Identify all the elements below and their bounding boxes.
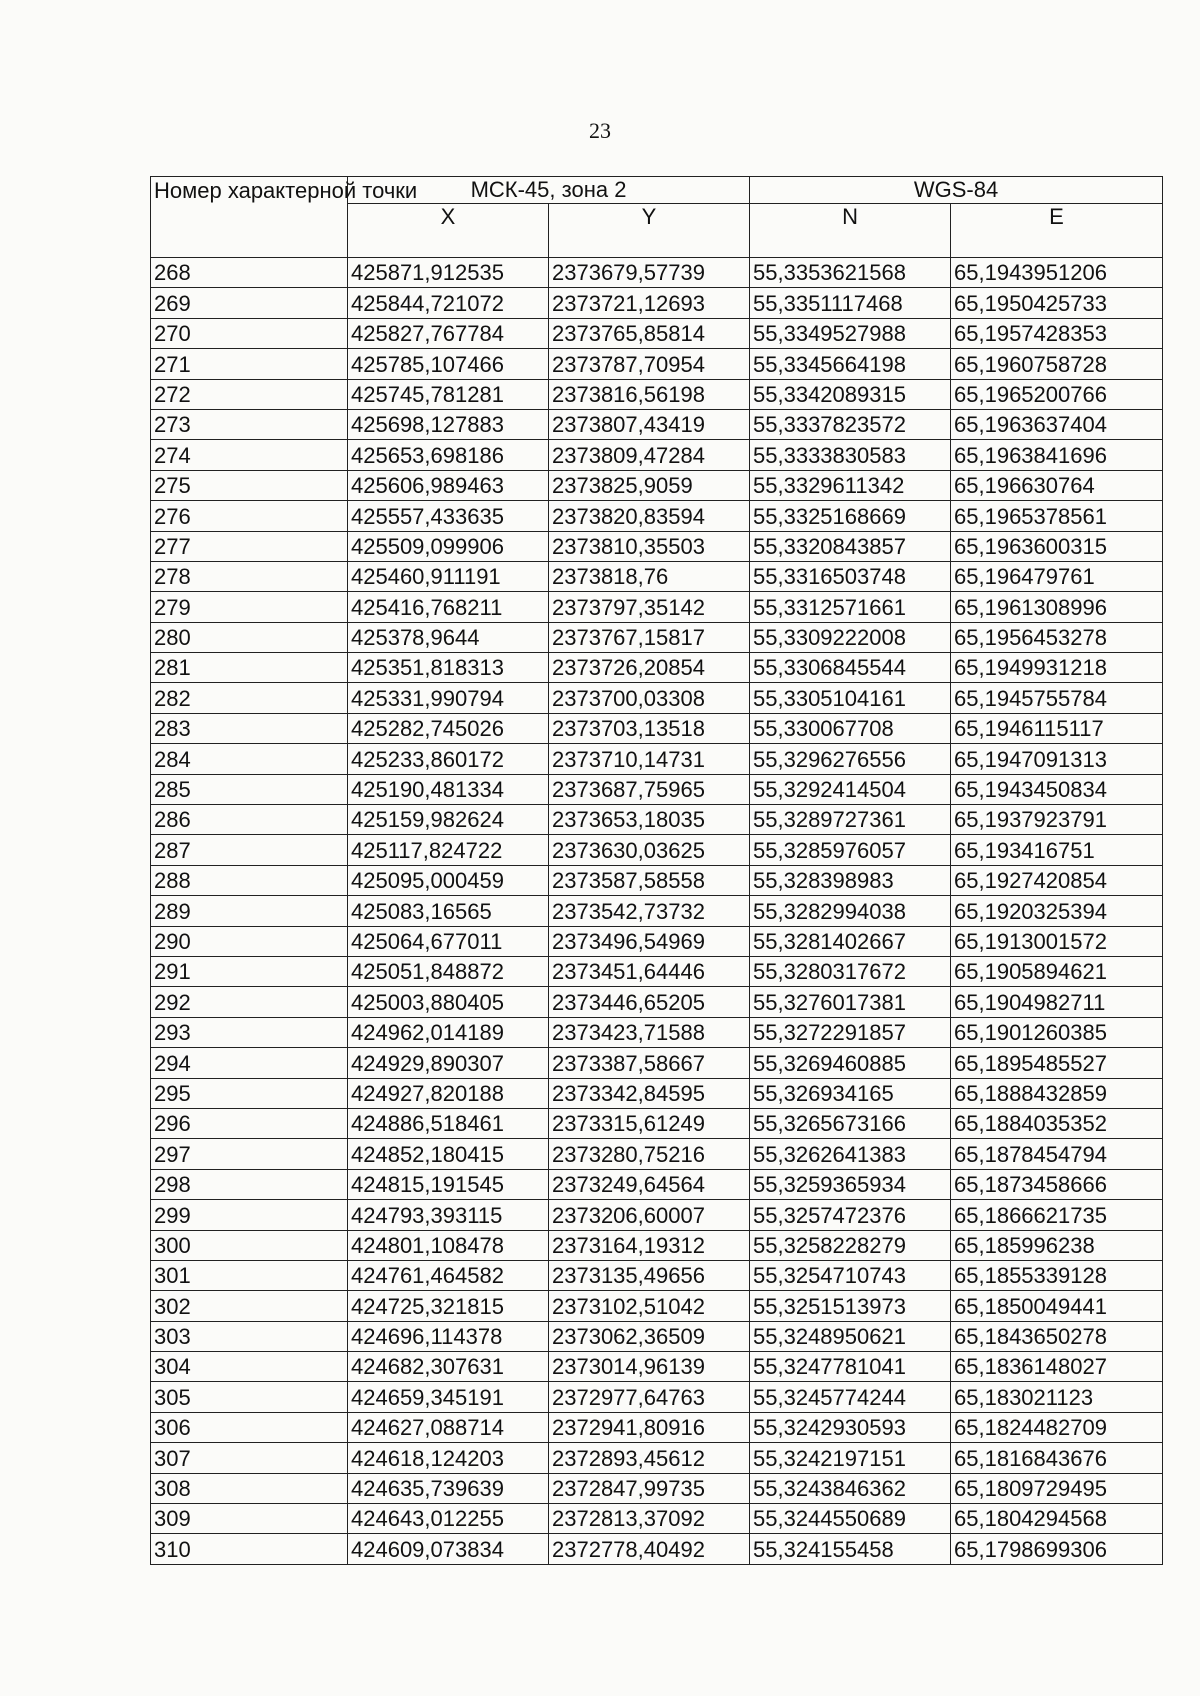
y-cell: 2373315,61249 <box>549 1108 750 1138</box>
point-number-cell: 280 <box>151 622 348 652</box>
e-cell: 65,1946115117 <box>951 713 1163 743</box>
e-cell: 65,1905894621 <box>951 956 1163 986</box>
table-row <box>151 318 1163 348</box>
x-cell: 424929,890307 <box>348 1048 549 1078</box>
e-cell: 65,1963637404 <box>951 409 1163 439</box>
x-cell: 425653,698186 <box>348 440 549 470</box>
x-cell: 425190,481334 <box>348 774 549 804</box>
table-row <box>151 1291 1163 1321</box>
point-number-cell: 277 <box>151 531 348 561</box>
y-cell: 2373587,58558 <box>549 865 750 895</box>
y-cell: 2373721,12693 <box>549 288 750 318</box>
n-cell: 55,3320843857 <box>750 531 951 561</box>
x-cell: 424696,114378 <box>348 1321 549 1351</box>
point-number-cell: 268 <box>151 258 348 288</box>
e-cell: 65,1809729495 <box>951 1473 1163 1503</box>
x-cell: 424643,012255 <box>348 1504 549 1534</box>
point-number-cell: 294 <box>151 1048 348 1078</box>
y-cell: 2373703,13518 <box>549 713 750 743</box>
y-cell: 2373249,64564 <box>549 1169 750 1199</box>
n-cell: 55,3306845544 <box>750 653 951 683</box>
x-cell: 425509,099906 <box>348 531 549 561</box>
y-cell: 2373446,65205 <box>549 987 750 1017</box>
e-cell: 65,1943450834 <box>951 774 1163 804</box>
table-row <box>151 1443 1163 1473</box>
e-cell: 65,1965378561 <box>951 501 1163 531</box>
point-number-cell: 273 <box>151 409 348 439</box>
table-row <box>151 1048 1163 1078</box>
table-row <box>151 531 1163 561</box>
n-column-header: N <box>750 204 951 258</box>
table-row <box>151 896 1163 926</box>
n-cell: 55,326934165 <box>750 1078 951 1108</box>
n-cell: 55,324155458 <box>750 1534 951 1564</box>
point-number-cell: 271 <box>151 349 348 379</box>
e-cell: 65,196479761 <box>951 561 1163 591</box>
n-cell: 55,3349527988 <box>750 318 951 348</box>
point-number-cell: 291 <box>151 956 348 986</box>
n-cell: 55,3342089315 <box>750 379 951 409</box>
coordinates-table <box>150 176 1163 1565</box>
e-cell: 65,1888432859 <box>951 1078 1163 1108</box>
table-row <box>151 501 1163 531</box>
point-number-cell: 276 <box>151 501 348 531</box>
x-cell: 424927,820188 <box>348 1078 549 1108</box>
y-cell: 2373342,84595 <box>549 1078 750 1108</box>
table-row <box>151 1260 1163 1290</box>
e-cell: 65,1843650278 <box>951 1321 1163 1351</box>
n-cell: 55,3337823572 <box>750 409 951 439</box>
e-cell: 65,1804294568 <box>951 1504 1163 1534</box>
e-cell: 65,193416751 <box>951 835 1163 865</box>
table-row <box>151 1230 1163 1260</box>
point-number-cell: 281 <box>151 653 348 683</box>
table-row <box>151 926 1163 956</box>
x-cell: 425698,127883 <box>348 409 549 439</box>
y-cell: 2373818,76 <box>549 561 750 591</box>
n-cell: 55,3272291857 <box>750 1017 951 1047</box>
point-number-cell: 278 <box>151 561 348 591</box>
y-cell: 2373825,9059 <box>549 470 750 500</box>
y-cell: 2372778,40492 <box>549 1534 750 1564</box>
x-cell: 425557,433635 <box>348 501 549 531</box>
n-cell: 55,3243846362 <box>750 1473 951 1503</box>
point-number-cell: 285 <box>151 774 348 804</box>
table-row <box>151 987 1163 1017</box>
point-number-cell: 305 <box>151 1382 348 1412</box>
n-cell: 55,3242930593 <box>750 1412 951 1442</box>
e-cell: 65,1920325394 <box>951 896 1163 926</box>
point-number-cell: 282 <box>151 683 348 713</box>
point-number-cell: 286 <box>151 805 348 835</box>
table-row <box>151 835 1163 865</box>
e-cell: 65,1949931218 <box>951 653 1163 683</box>
e-cell: 65,1878454794 <box>951 1139 1163 1169</box>
y-cell: 2372893,45612 <box>549 1443 750 1473</box>
table-row <box>151 1108 1163 1138</box>
y-cell: 2372977,64763 <box>549 1382 750 1412</box>
table-row <box>151 409 1163 439</box>
y-cell: 2373387,58667 <box>549 1048 750 1078</box>
table-header <box>151 177 1163 258</box>
point-number-cell: 302 <box>151 1291 348 1321</box>
x-cell: 425827,767784 <box>348 318 549 348</box>
table-row <box>151 805 1163 835</box>
x-cell: 425844,721072 <box>348 288 549 318</box>
n-cell: 55,3305104161 <box>750 683 951 713</box>
e-cell: 65,1927420854 <box>951 865 1163 895</box>
table-row <box>151 1017 1163 1047</box>
table-row <box>151 258 1163 288</box>
y-cell: 2373280,75216 <box>549 1139 750 1169</box>
x-cell: 424627,088714 <box>348 1412 549 1442</box>
n-cell: 55,3285976057 <box>750 835 951 865</box>
y-cell: 2373710,14731 <box>549 744 750 774</box>
y-cell: 2373765,85814 <box>549 318 750 348</box>
n-cell: 55,3265673166 <box>750 1108 951 1138</box>
table-row <box>151 956 1163 986</box>
n-cell: 55,3353621568 <box>750 258 951 288</box>
table-row <box>151 592 1163 622</box>
n-cell: 55,328398983 <box>750 865 951 895</box>
table-row <box>151 561 1163 591</box>
e-cell: 65,1963841696 <box>951 440 1163 470</box>
table-body <box>151 258 1163 1565</box>
n-cell: 55,3258228279 <box>750 1230 951 1260</box>
table-row <box>151 1534 1163 1564</box>
x-cell: 425051,848872 <box>348 956 549 986</box>
table-row <box>151 1473 1163 1503</box>
point-number-cell: 301 <box>151 1260 348 1290</box>
n-cell: 55,3259365934 <box>750 1169 951 1199</box>
n-cell: 55,3245774244 <box>750 1382 951 1412</box>
e-cell: 65,1824482709 <box>951 1412 1163 1442</box>
e-cell: 65,1855339128 <box>951 1260 1163 1290</box>
n-cell: 55,3244550689 <box>750 1504 951 1534</box>
point-number-cell: 288 <box>151 865 348 895</box>
n-cell: 55,3325168669 <box>750 501 951 531</box>
e-cell: 65,1945755784 <box>951 683 1163 713</box>
table-row <box>151 683 1163 713</box>
x-cell: 424659,345191 <box>348 1382 549 1412</box>
n-cell: 55,3282994038 <box>750 896 951 926</box>
point-number-cell: 307 <box>151 1443 348 1473</box>
x-cell: 425282,745026 <box>348 713 549 743</box>
x-cell: 425159,982624 <box>348 805 549 835</box>
y-cell: 2373797,35142 <box>549 592 750 622</box>
n-cell: 55,3309222008 <box>750 622 951 652</box>
x-cell: 425871,912535 <box>348 258 549 288</box>
table-row <box>151 865 1163 895</box>
y-cell: 2373496,54969 <box>549 926 750 956</box>
x-cell: 425460,911191 <box>348 561 549 591</box>
x-cell: 425745,781281 <box>348 379 549 409</box>
y-cell: 2373700,03308 <box>549 683 750 713</box>
y-cell: 2373630,03625 <box>549 835 750 865</box>
y-cell: 2373807,43419 <box>549 409 750 439</box>
y-cell: 2373809,47284 <box>549 440 750 470</box>
point-number-cell: 289 <box>151 896 348 926</box>
x-cell: 425083,16565 <box>348 896 549 926</box>
e-cell: 65,1960758728 <box>951 349 1163 379</box>
point-number-cell: 283 <box>151 713 348 743</box>
n-cell: 55,3269460885 <box>750 1048 951 1078</box>
y-cell: 2373679,57739 <box>549 258 750 288</box>
x-cell: 424793,393115 <box>348 1200 549 1230</box>
e-cell: 65,1884035352 <box>951 1108 1163 1138</box>
n-cell: 55,3351117468 <box>750 288 951 318</box>
e-cell: 65,196630764 <box>951 470 1163 500</box>
point-number-cell: 287 <box>151 835 348 865</box>
point-number-cell: 298 <box>151 1169 348 1199</box>
table-row <box>151 288 1163 318</box>
y-cell: 2373102,51042 <box>549 1291 750 1321</box>
point-number-cell: 303 <box>151 1321 348 1351</box>
y-cell: 2373787,70954 <box>549 349 750 379</box>
table-row <box>151 744 1163 774</box>
y-cell: 2372847,99735 <box>549 1473 750 1503</box>
e-cell: 65,1850049441 <box>951 1291 1163 1321</box>
x-cell: 425233,860172 <box>348 744 549 774</box>
n-cell: 55,3276017381 <box>750 987 951 1017</box>
y-cell: 2373135,49656 <box>549 1260 750 1290</box>
header-row-groups <box>151 177 1163 204</box>
msk45-zone2-header: МСК-45, зона 2 <box>348 177 750 204</box>
e-cell: 65,1943951206 <box>951 258 1163 288</box>
point-number-cell: 284 <box>151 744 348 774</box>
point-number-header: Номер характерной точки <box>151 177 348 258</box>
n-cell: 55,3329611342 <box>750 470 951 500</box>
n-cell: 55,3281402667 <box>750 926 951 956</box>
table-row <box>151 622 1163 652</box>
x-column-header: X <box>348 204 549 258</box>
e-cell: 65,1950425733 <box>951 288 1163 318</box>
x-cell: 424886,518461 <box>348 1108 549 1138</box>
table-row <box>151 1504 1163 1534</box>
n-cell: 55,3312571661 <box>750 592 951 622</box>
table-row <box>151 1169 1163 1199</box>
point-number-cell: 270 <box>151 318 348 348</box>
y-cell: 2373726,20854 <box>549 653 750 683</box>
x-cell: 425606,989463 <box>348 470 549 500</box>
x-cell: 424635,739639 <box>348 1473 549 1503</box>
point-number-cell: 309 <box>151 1504 348 1534</box>
e-cell: 65,1816843676 <box>951 1443 1163 1473</box>
y-cell: 2373810,35503 <box>549 531 750 561</box>
e-cell: 65,1937923791 <box>951 805 1163 835</box>
y-cell: 2373206,60007 <box>549 1200 750 1230</box>
n-cell: 55,3280317672 <box>750 956 951 986</box>
table-row <box>151 1200 1163 1230</box>
point-number-cell: 290 <box>151 926 348 956</box>
e-cell: 65,1957428353 <box>951 318 1163 348</box>
point-number-cell: 293 <box>151 1017 348 1047</box>
y-cell: 2373816,56198 <box>549 379 750 409</box>
e-cell: 65,1913001572 <box>951 926 1163 956</box>
e-cell: 65,1963600315 <box>951 531 1163 561</box>
table-row <box>151 1078 1163 1108</box>
point-number-cell: 275 <box>151 470 348 500</box>
y-cell: 2372813,37092 <box>549 1504 750 1534</box>
point-number-cell: 299 <box>151 1200 348 1230</box>
table-row <box>151 379 1163 409</box>
y-cell: 2373653,18035 <box>549 805 750 835</box>
point-number-cell: 300 <box>151 1230 348 1260</box>
n-cell: 55,3292414504 <box>750 774 951 804</box>
y-cell: 2373451,64446 <box>549 956 750 986</box>
e-cell: 65,1836148027 <box>951 1352 1163 1382</box>
point-number-cell: 279 <box>151 592 348 622</box>
point-number-cell: 292 <box>151 987 348 1017</box>
table-row <box>151 470 1163 500</box>
x-cell: 424815,191545 <box>348 1169 549 1199</box>
e-cell: 65,1947091313 <box>951 744 1163 774</box>
n-cell: 55,3316503748 <box>750 561 951 591</box>
x-cell: 424682,307631 <box>348 1352 549 1382</box>
point-number-cell: 269 <box>151 288 348 318</box>
x-cell: 424801,108478 <box>348 1230 549 1260</box>
point-number-cell: 274 <box>151 440 348 470</box>
n-cell: 55,3296276556 <box>750 744 951 774</box>
wgs84-header: WGS-84 <box>750 177 1163 204</box>
y-cell: 2373164,19312 <box>549 1230 750 1260</box>
table-row <box>151 774 1163 804</box>
n-cell: 55,3262641383 <box>750 1139 951 1169</box>
y-cell: 2373820,83594 <box>549 501 750 531</box>
n-cell: 55,3242197151 <box>750 1443 951 1473</box>
x-cell: 424609,073834 <box>348 1534 549 1564</box>
n-cell: 55,3247781041 <box>750 1352 951 1382</box>
n-cell: 55,3257472376 <box>750 1200 951 1230</box>
n-cell: 55,3254710743 <box>750 1260 951 1290</box>
point-number-cell: 304 <box>151 1352 348 1382</box>
x-cell: 424962,014189 <box>348 1017 549 1047</box>
table-row <box>151 1382 1163 1412</box>
n-cell: 55,3251513973 <box>750 1291 951 1321</box>
e-cell: 65,1961308996 <box>951 592 1163 622</box>
x-cell: 425785,107466 <box>348 349 549 379</box>
e-cell: 65,1956453278 <box>951 622 1163 652</box>
e-cell: 65,1866621735 <box>951 1200 1163 1230</box>
e-cell: 65,1798699306 <box>951 1534 1163 1564</box>
n-cell: 55,330067708 <box>750 713 951 743</box>
x-cell: 424852,180415 <box>348 1139 549 1169</box>
table-row <box>151 440 1163 470</box>
y-cell: 2373542,73732 <box>549 896 750 926</box>
point-number-cell: 308 <box>151 1473 348 1503</box>
x-cell: 425351,818313 <box>348 653 549 683</box>
table-row <box>151 713 1163 743</box>
n-cell: 55,3345664198 <box>750 349 951 379</box>
x-cell: 424761,464582 <box>348 1260 549 1290</box>
y-cell: 2373062,36509 <box>549 1321 750 1351</box>
n-cell: 55,3248950621 <box>750 1321 951 1351</box>
e-cell: 65,1965200766 <box>951 379 1163 409</box>
table-row <box>151 1352 1163 1382</box>
n-cell: 55,3289727361 <box>750 805 951 835</box>
point-number-cell: 295 <box>151 1078 348 1108</box>
x-cell: 424725,321815 <box>348 1291 549 1321</box>
x-cell: 425095,000459 <box>348 865 549 895</box>
e-column-header: E <box>951 204 1163 258</box>
point-number-cell: 306 <box>151 1412 348 1442</box>
e-cell: 65,185996238 <box>951 1230 1163 1260</box>
table-row <box>151 1321 1163 1351</box>
x-cell: 425064,677011 <box>348 926 549 956</box>
y-cell: 2373423,71588 <box>549 1017 750 1047</box>
e-cell: 65,1873458666 <box>951 1169 1163 1199</box>
e-cell: 65,183021123 <box>951 1382 1163 1412</box>
point-number-cell: 297 <box>151 1139 348 1169</box>
y-cell: 2372941,80916 <box>549 1412 750 1442</box>
y-cell: 2373767,15817 <box>549 622 750 652</box>
point-number-cell: 296 <box>151 1108 348 1138</box>
table-row <box>151 349 1163 379</box>
e-cell: 65,1901260385 <box>951 1017 1163 1047</box>
y-cell: 2373014,96139 <box>549 1352 750 1382</box>
x-cell: 425117,824722 <box>348 835 549 865</box>
x-cell: 425378,9644 <box>348 622 549 652</box>
n-cell: 55,3333830583 <box>750 440 951 470</box>
table-row <box>151 1412 1163 1442</box>
x-cell: 424618,124203 <box>348 1443 549 1473</box>
table-row <box>151 653 1163 683</box>
x-cell: 425416,768211 <box>348 592 549 622</box>
point-number-cell: 272 <box>151 379 348 409</box>
e-cell: 65,1895485527 <box>951 1048 1163 1078</box>
point-number-cell: 310 <box>151 1534 348 1564</box>
table-row <box>151 1139 1163 1169</box>
y-cell: 2373687,75965 <box>549 774 750 804</box>
page-number: 23 <box>589 118 611 143</box>
x-cell: 425331,990794 <box>348 683 549 713</box>
e-cell: 65,1904982711 <box>951 987 1163 1017</box>
x-cell: 425003,880405 <box>348 987 549 1017</box>
y-column-header: Y <box>549 204 750 258</box>
